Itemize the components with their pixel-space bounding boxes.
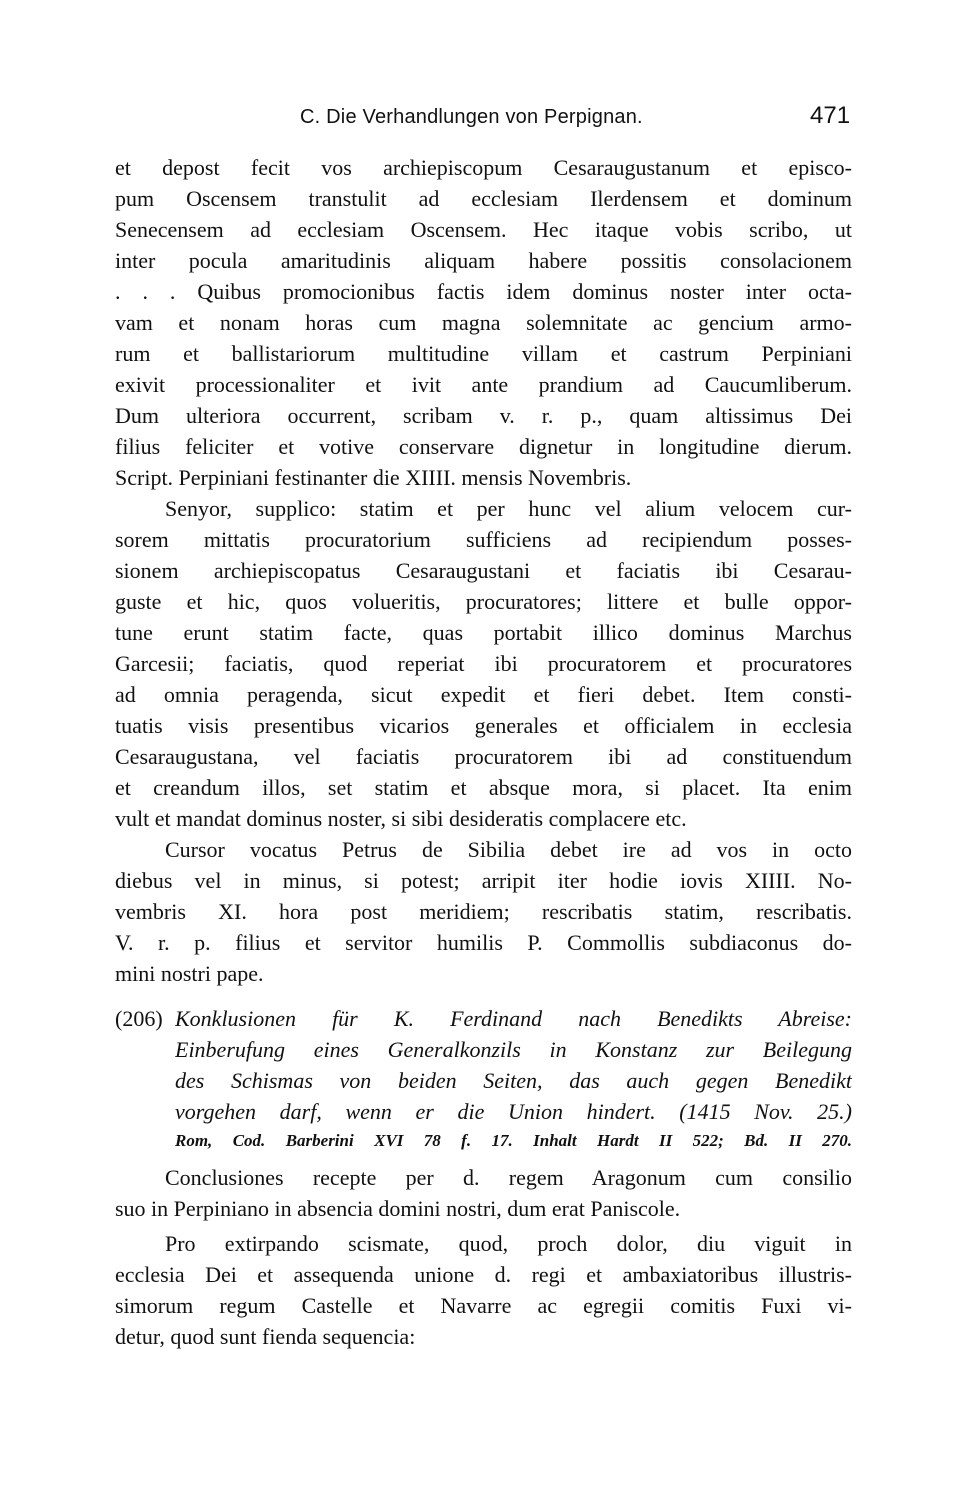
text-line: Senecensem ad ecclesiam Oscensem. Hec itaque vobis scribo, ut <box>115 217 852 242</box>
text-line: simorum regum Castelle et Navarre ac egregii comitis Fuxi vi- <box>115 1293 852 1318</box>
main-text <box>115 152 852 989</box>
text-line: Senyor, supplico: statim et per hunc vel alium velocem cur- <box>165 496 852 521</box>
document-number: (206) <box>115 1006 163 1031</box>
text-line: . . . Quibus promocionibus factis idem dominus noster inter octa- <box>115 279 852 304</box>
text-line: ecclesia Dei et assequenda unione d. regi et ambaxiatoribus illustris- <box>115 1262 852 1287</box>
document-text <box>115 1162 852 1352</box>
text-line: Cesaraugustana, vel faciatis procuratorem ibi ad constituendum <box>115 744 852 769</box>
title-line: vorgehen darf, wenn er die Union hindert. (1415 Nov. 25.) <box>175 1099 852 1124</box>
text-line: sionem archiepiscopatus Cesaraugustani et faciatis ibi Cesarau- <box>115 558 852 583</box>
text-line: rum et ballistariorum multitudine villam et castrum Perpiniani <box>115 341 852 366</box>
text-line: et depost fecit vos archiepiscopum Cesaraugustanum et episco- <box>115 155 852 180</box>
running-title: C. Die Verhandlungen von Perpignan. <box>300 106 643 128</box>
text-line: Dum ulteriora occurrent, scribam v. r. p., quam altissimus Dei <box>115 403 852 428</box>
text-line: tune erunt statim facte, quas portabit illico dominus Marchus <box>115 620 852 645</box>
text-line: vult et mandat dominus noster, si sibi desideratis complacere etc. <box>115 806 687 831</box>
document-title <box>175 1003 852 1127</box>
text-line: Conclusiones recepte per d. regem Aragonum cum consilio <box>165 1165 852 1190</box>
text-line: vam et nonam horas cum magna solemnitate ac gencium armo- <box>115 310 852 335</box>
text-line: mini nostri pape. <box>115 961 264 986</box>
text-line: suo in Perpiniano in absencia domini nostri, dum erat Paniscole. <box>115 1196 681 1221</box>
text-line: guste et hic, quos volueritis, procuratores; littere et bulle oppor- <box>115 589 852 614</box>
text-line: ad omnia peragenda, sicut expedit et fieri debet. Item consti- <box>115 682 852 707</box>
text-line: sorem mittatis procuratorium sufficiens ad recipiendum posses- <box>115 527 852 552</box>
text-line: inter pocula amaritudinis aliquam habere possitis consolacionem <box>115 248 852 273</box>
text-line: Garcesii; faciatis, quod reperiat ibi procuratorem et procuratores <box>115 651 852 676</box>
text-line: pum Oscensem transtulit ad ecclesiam Ilerdensem et dominum <box>115 186 852 211</box>
text-line: detur, quod sunt fienda sequencia: <box>115 1324 416 1349</box>
title-line: des Schismas von beiden Seiten, das auch gegen Benedikt <box>175 1068 852 1093</box>
text-line: V. r. p. filius et servitor humilis P. Commollis subdiaconus do- <box>115 930 852 955</box>
text-line: tuatis visis presentibus vicarios generales et officialem in ecclesia <box>115 713 852 738</box>
text-line: et creandum illos, set statim et absque mora, si placet. Ita enim <box>115 775 852 800</box>
text-line: diebus vel in minus, si potest; arripit iter hodie iovis XIIII. No- <box>115 868 852 893</box>
page-number: 471 <box>810 102 851 129</box>
text-line: Pro extirpando scismate, quod, proch dolor, diu viguit in <box>165 1231 852 1256</box>
text-line: Script. Perpiniani festinanter die XIIII. mensis Novembris. <box>115 465 632 490</box>
title-line: Einberufung eines Generalkonzils in Konstanz zur Beilegung <box>175 1037 852 1062</box>
source-reference: Rom, Cod. Barberini XVI 78 f. 17. Inhalt Hardt II 522; Bd. II 270. <box>175 1131 852 1150</box>
title-line: Konklusionen für K. Ferdinand nach Benedikts Abreise: <box>175 1006 852 1031</box>
text-line: exivit processionaliter et ivit ante prandium ad Caucumliberum. <box>115 372 852 397</box>
text-line: vembris XI. hora post meridiem; rescribatis statim, rescribatis. <box>115 899 852 924</box>
text-line: filius feliciter et votive conservare dignetur in longitudine dierum. <box>115 434 852 459</box>
text-line: Cursor vocatus Petrus de Sibilia debet ire ad vos in octo <box>165 837 852 862</box>
